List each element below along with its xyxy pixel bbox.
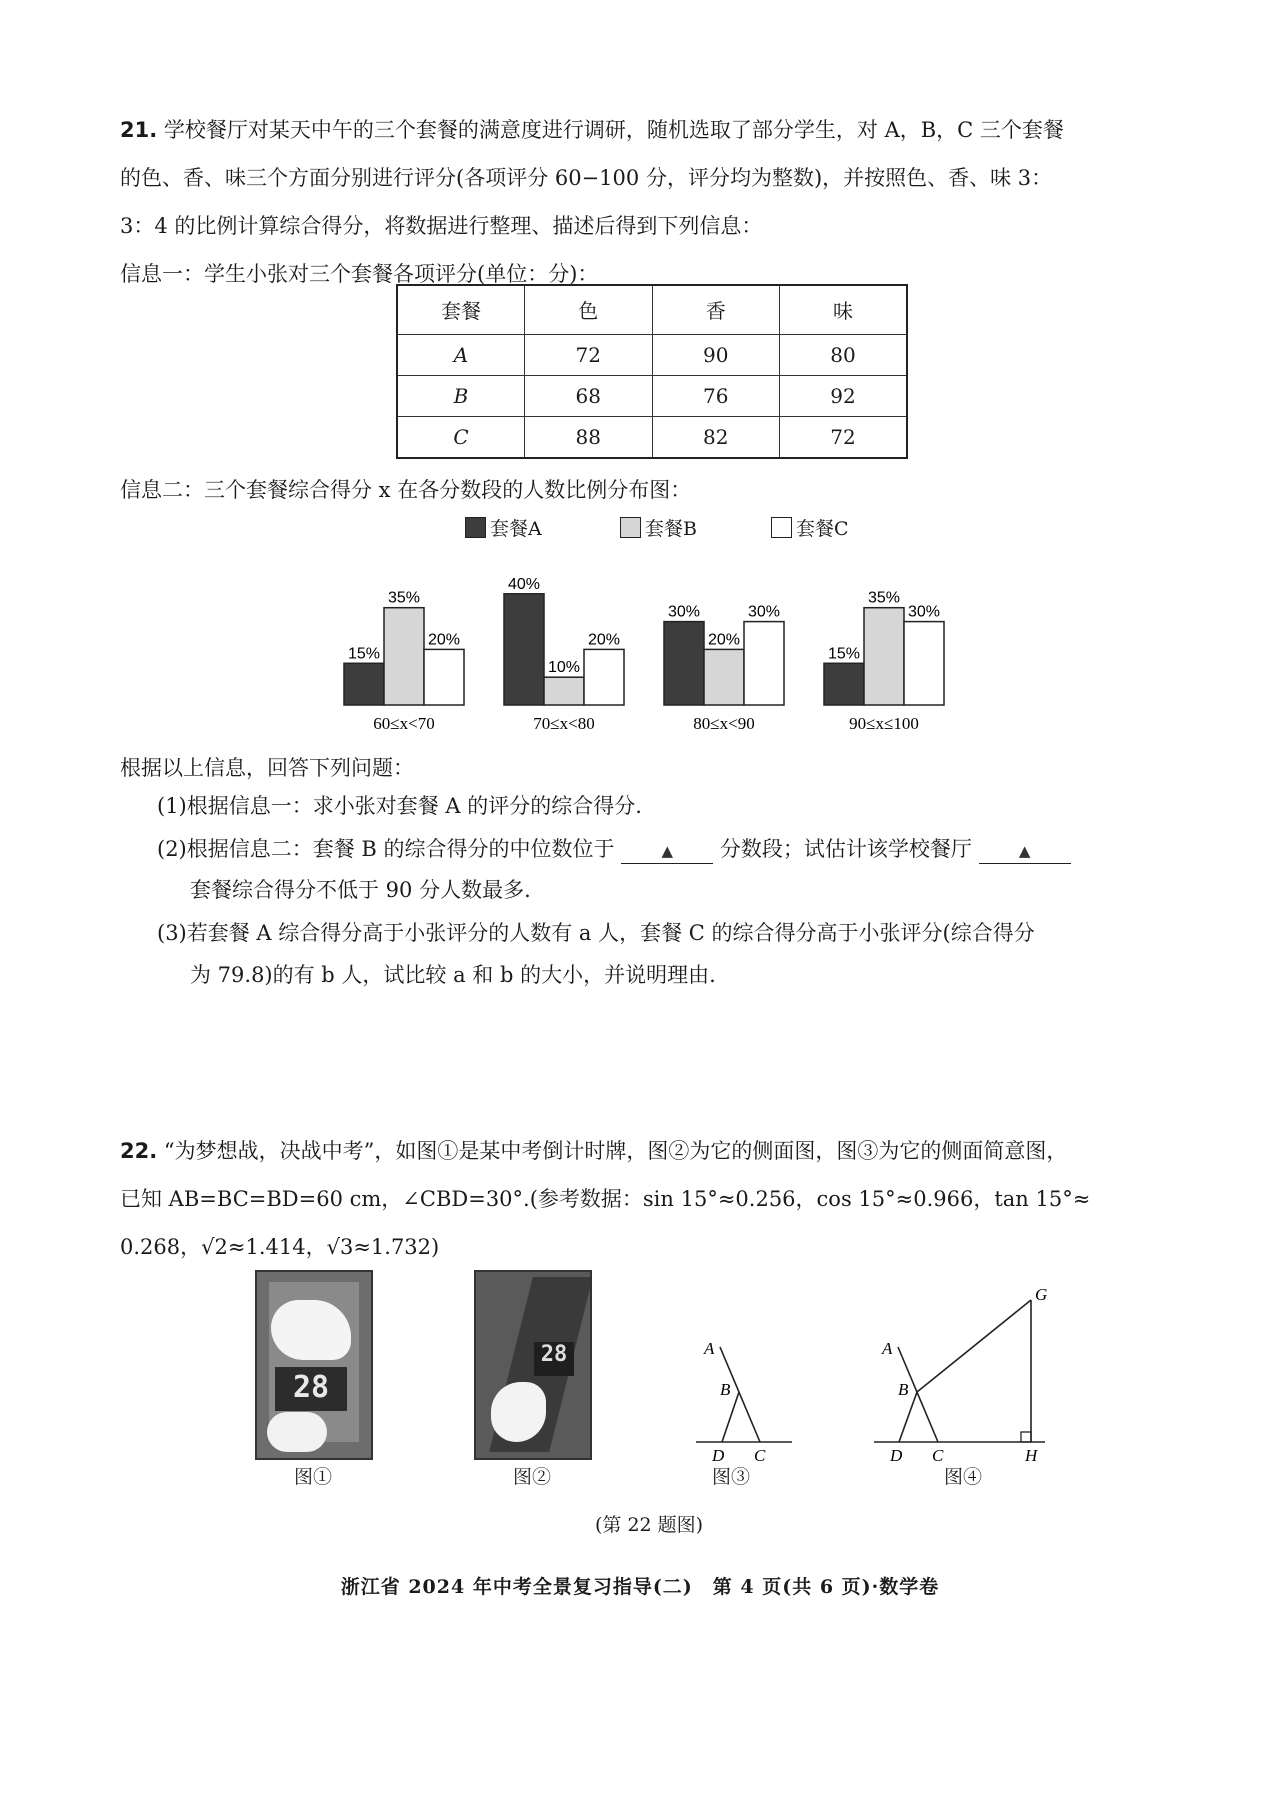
- category-label: 70≤x<80: [533, 714, 595, 733]
- table-header: 香: [652, 285, 780, 334]
- q21-part3: (3)若套餐 A 综合得分高于小张评分的人数有 a 人，套餐 C 的综合得分高于小张评分(综合得分: [157, 921, 1035, 945]
- table-cell: B: [397, 375, 525, 416]
- bar-2-2: [744, 622, 784, 705]
- bar-value-label: 30%: [667, 603, 701, 621]
- fig3-label-d: D: [712, 1446, 725, 1462]
- q21-info1: 信息一：学生小张对三个套餐各项评分(单位：分)：: [120, 262, 599, 286]
- answer-blank[interactable]: [979, 837, 1071, 864]
- fig4-label-d: D: [890, 1446, 903, 1462]
- triangle-icon: ▲: [661, 842, 673, 860]
- table-cell: 92: [780, 375, 908, 416]
- figure-2-photo: [474, 1270, 592, 1460]
- geometry-figures: [680, 1262, 1180, 1462]
- bar-0-1: [384, 608, 424, 705]
- bar-value-label: 20%: [427, 631, 461, 649]
- q21-part2: (2)根据信息二：套餐 B 的综合得分的中位数位于 ▲ 分数段；试估计该学校餐厅 ▲: [157, 826, 1167, 872]
- page-footer: 浙江省 2024 年中考全景复习指导(二) 第 4 页(共 6 页)·数学卷: [340, 1576, 940, 1598]
- q22-line1: “为梦想战，决战中考”，如图①是某中考倒计时牌，图②为它的侧面图，图③为它的侧面简意图，: [163, 1139, 1068, 1163]
- countdown-number-side: 28: [534, 1342, 574, 1376]
- legend-item-a: 套餐A: [465, 514, 542, 541]
- table-cell: 88: [525, 416, 653, 458]
- figure-1-caption: 图①: [294, 1466, 333, 1488]
- q21-part3-cont: 为 79.8)的有 b 人，试比较 a 和 b 的大小，并说明理由.: [190, 963, 716, 987]
- bar-value-label: 10%: [547, 659, 581, 677]
- bar-value-label: 20%: [707, 631, 741, 649]
- bar-2-1: [704, 649, 744, 705]
- fig4-label-c: C: [932, 1446, 944, 1462]
- fig3-label-c: C: [754, 1446, 766, 1462]
- table-cell: 68: [525, 375, 653, 416]
- figure-4-diagram: [874, 1285, 1047, 1462]
- fig3-label-b: B: [720, 1380, 731, 1399]
- q21-intro-line1: 学校餐厅对某天中午的三个套餐的满意度进行调研，随机选取了部分学生，对 A，B，C 三个套餐: [163, 118, 1064, 142]
- bar-0-0: [344, 663, 384, 705]
- q22-text: [120, 1127, 1180, 1271]
- q21-intro-line2: 的色、香、味三个方面分别进行评分(各项评分 60−100 分，评分均为整数)，并按照色、香、味 3：: [120, 166, 1053, 190]
- category-label: 60≤x<70: [373, 714, 435, 733]
- figure-1-photo: [255, 1270, 373, 1460]
- table-header: 套餐: [397, 285, 525, 334]
- right-angle-mark: [1021, 1432, 1031, 1442]
- bar-1-1: [544, 677, 584, 705]
- legend-item-b: 套餐B: [620, 514, 697, 541]
- bar-2-0: [664, 622, 704, 705]
- bar-3-1: [864, 608, 904, 705]
- figure-3-caption: 图③: [712, 1466, 751, 1488]
- bar-value-label: 40%: [507, 575, 541, 593]
- triangle-icon: ▲: [1018, 842, 1031, 860]
- fig3-line-bd: [722, 1392, 739, 1442]
- questions-intro: 根据以上信息，回答下列问题：: [120, 756, 414, 780]
- figure-4-caption: 图④: [944, 1466, 983, 1488]
- bar-value-label: 35%: [867, 589, 901, 607]
- bar-1-2: [584, 649, 624, 705]
- bar-value-label: 30%: [747, 603, 781, 621]
- fig4-label-b: B: [898, 1380, 909, 1399]
- legend-swatch-a: [465, 517, 486, 538]
- bar-1-0: [504, 594, 544, 705]
- fig4-label-a: A: [882, 1339, 893, 1358]
- table-row: [397, 334, 907, 375]
- bar-value-label: 15%: [347, 645, 381, 663]
- figure-2-caption: 图②: [513, 1466, 552, 1488]
- fig4-line-bd: [899, 1392, 917, 1442]
- legend-item-c: 套餐C: [771, 514, 849, 541]
- distribution-chart: [330, 555, 990, 735]
- bar-value-label: 35%: [387, 589, 421, 607]
- bar-value-label: 15%: [827, 645, 861, 663]
- fig4-label-h: H: [1025, 1446, 1038, 1462]
- table-cell: 80: [780, 334, 908, 375]
- bar-0-2: [424, 649, 464, 705]
- fig3-label-a: A: [704, 1339, 715, 1358]
- q22-line3: 0.268，√2≈1.414，√3≈1.732): [120, 1235, 440, 1259]
- table-header-row: [397, 285, 907, 334]
- table-cell: 72: [525, 334, 653, 375]
- category-label: 80≤x<90: [693, 714, 755, 733]
- table-cell: 90: [652, 334, 780, 375]
- answer-blank[interactable]: [621, 837, 713, 864]
- table-cell: 82: [652, 416, 780, 458]
- countdown-number: 28: [292, 1370, 330, 1405]
- figure-3-diagram: [696, 1339, 792, 1462]
- bar-value-label: 30%: [907, 603, 941, 621]
- category-label: 90≤x≤100: [849, 714, 919, 733]
- fig4-label-g: G: [1035, 1285, 1048, 1304]
- table-cell: 76: [652, 375, 780, 416]
- q21-intro-line3: 3：4 的比例计算综合得分，将数据进行整理、描述后得到下列信息：: [120, 214, 763, 238]
- table-row: [397, 416, 907, 458]
- legend-swatch-c: [771, 517, 792, 538]
- table-header: 色: [525, 285, 653, 334]
- q21-part1: (1)根据信息一：求小张对套餐 A 的评分的综合得分.: [157, 794, 642, 818]
- bar-3-2: [904, 622, 944, 705]
- table-cell: C: [397, 416, 525, 458]
- fig4-line-bg: [917, 1300, 1031, 1392]
- q21-intro: [120, 106, 1180, 298]
- table-cell: 72: [780, 416, 908, 458]
- table-row: [397, 375, 907, 416]
- q21-number: 21.: [120, 118, 158, 142]
- bar-3-0: [824, 663, 864, 705]
- figure-caption: (第 22 题图): [595, 1514, 704, 1536]
- q21-info2: 信息二：三个套餐综合得分 x 在各分数段的人数比例分布图：: [120, 478, 692, 502]
- table-header: 味: [780, 285, 908, 334]
- q21-part2-cont: 套餐综合得分不低于 90 分人数最多.: [190, 878, 531, 902]
- q22-line2: 已知 AB=BC=BD=60 cm，∠CBD=30°.(参考数据：sin 15°≈0.256，cos 15°≈0.966，tan 15°≈: [120, 1187, 1091, 1211]
- q22-number: 22.: [120, 1139, 158, 1163]
- table-cell: A: [397, 334, 525, 375]
- score-table: [396, 284, 908, 459]
- legend-swatch-b: [620, 517, 641, 538]
- bar-value-label: 20%: [587, 631, 621, 649]
